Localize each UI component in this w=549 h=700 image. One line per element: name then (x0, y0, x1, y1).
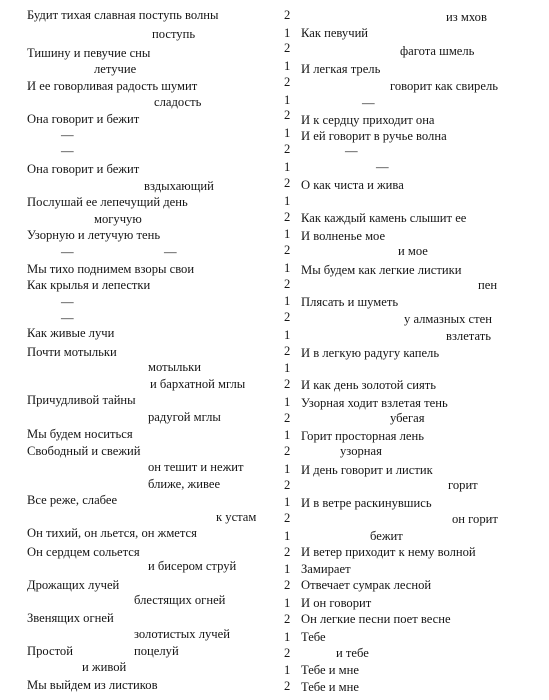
voice-marker: 1 (284, 194, 291, 208)
left-line: блестящих огней (134, 593, 226, 607)
voice-marker: 1 (284, 59, 291, 73)
voice-marker: 2 (284, 646, 291, 660)
left-line: И ее говорливая радость шумит (27, 79, 198, 93)
left-line: Дрожащих лучей (27, 578, 120, 592)
right-line: Отвечает сумрак лесной (301, 578, 432, 592)
right-line: у алмазных стен (404, 312, 492, 326)
voice-marker: 1 (284, 160, 291, 174)
right-line: убегая (390, 411, 425, 425)
right-line: узорная (340, 444, 382, 458)
left-line: золотистых лучей (134, 627, 230, 641)
right-line: и мое (398, 244, 428, 258)
right-line: он горит (452, 512, 498, 526)
right-line: И как день золотой сиять (301, 378, 436, 392)
voice-marker: 2 (284, 142, 291, 156)
left-line: поцелуй (134, 644, 179, 658)
right-line: взлетать (446, 329, 491, 343)
left-line: Мы тихо поднимем взоры свои (27, 262, 195, 276)
left-line: Он тихий, он льется, он жмется (27, 526, 197, 540)
right-line: Тебе (301, 630, 326, 644)
voice-marker: 2 (284, 377, 291, 391)
voice-marker: 1 (284, 529, 291, 543)
right-line: пен (478, 278, 498, 292)
right-line: И он говорит (301, 596, 372, 610)
left-line: Простой (27, 644, 73, 658)
left-line: Мы будем носиться (27, 427, 133, 441)
voice-marker: 2 (284, 310, 291, 324)
right-line: И ветер приходит к нему волной (301, 545, 476, 559)
voice-marker: 1 (284, 261, 291, 275)
left-line: Она говорит и бежит (27, 162, 140, 176)
right-line: Как каждый камень слышит ее (301, 211, 467, 225)
left-line: он тешит и нежит (148, 460, 244, 474)
voice-marker: 2 (284, 176, 291, 190)
voice-marker: 2 (284, 612, 291, 626)
left-line: Она говорит и бежит (27, 112, 140, 126)
right-line: И волненье мое (301, 229, 386, 243)
right-line: И ей говорит в ручье волна (301, 129, 447, 143)
right-line: И в ветре раскинувшись (301, 496, 432, 510)
right-line: и тебе (336, 646, 369, 660)
left-line: и живой (82, 660, 127, 674)
left-line: к устам (216, 510, 257, 524)
voice-marker: 2 (284, 344, 291, 358)
right-line: Замирает (301, 562, 351, 576)
right-line: — (362, 96, 375, 110)
right-line: говорит как свирель (390, 79, 498, 93)
left-line: и бархатной мглы (150, 377, 246, 391)
right-line: Горит просторная лень (301, 429, 424, 443)
right-line: бежит (370, 529, 403, 543)
right-line: — (345, 144, 358, 158)
left-line: радугой мглы (148, 410, 221, 424)
left-line: Свободный и свежий (27, 444, 141, 458)
left-line: Будит тихая славная поступь волны (27, 8, 219, 22)
voice-marker: 2 (284, 243, 291, 257)
right-line: И в легкую радугу капель (301, 346, 440, 360)
left-line: Как живые лучи (27, 326, 115, 340)
voice-marker: 2 (284, 679, 291, 693)
voice-marker: 2 (284, 444, 291, 458)
right-line: Мы будем как легкие листики (301, 263, 462, 277)
voice-marker: 1 (284, 328, 291, 342)
right-line: И к сердцу приходит она (301, 113, 435, 127)
voice-marker: 2 (284, 210, 291, 224)
voice-marker: 2 (284, 511, 291, 525)
right-line: Узорная ходит взлетая тень (301, 396, 448, 410)
left-line: — (164, 245, 177, 259)
left-line: Узорную и летучую тень (27, 228, 161, 242)
left-line: Звенящих огней (27, 611, 114, 625)
left-line: Почти мотыльки (27, 345, 117, 359)
voice-marker: 2 (284, 108, 291, 122)
voice-marker: 1 (284, 26, 291, 40)
left-line: мотыльки (148, 360, 201, 374)
voice-marker: 1 (284, 630, 291, 644)
voice-marker: 2 (284, 478, 291, 492)
right-line: Как певучий (301, 26, 369, 40)
voice-marker: 2 (284, 8, 291, 22)
left-line: — (61, 144, 74, 158)
voice-marker: 1 (284, 361, 291, 375)
voice-marker: 1 (284, 495, 291, 509)
voice-marker: 1 (284, 227, 291, 241)
voice-marker: 1 (284, 596, 291, 610)
left-line: ближе, живее (148, 477, 221, 491)
voice-marker: 2 (284, 277, 291, 291)
right-line: фагота шмель (400, 44, 475, 58)
voice-marker: 2 (284, 578, 291, 592)
voice-marker: 1 (284, 428, 291, 442)
right-line: Тебе и мне (301, 680, 359, 694)
voice-marker: 1 (284, 562, 291, 576)
right-line: О как чиста и жива (301, 178, 404, 192)
left-line: поступь (152, 27, 196, 41)
right-line: Плясать и шуметь (301, 295, 399, 309)
left-line: и бисером струй (148, 559, 237, 573)
right-line: И день говорит и листик (301, 463, 433, 477)
left-line: Послушай ее лепечущий день (27, 195, 188, 209)
left-line: сладость (154, 95, 202, 109)
right-line: И легкая трель (301, 62, 381, 76)
left-line: — (61, 245, 74, 259)
voice-marker: 1 (284, 294, 291, 308)
left-line: Как крылья и лепестки (27, 278, 151, 292)
left-line: Все реже, слабее (27, 493, 118, 507)
left-line: — (61, 295, 74, 309)
left-line: Причудливой тайны (27, 393, 136, 407)
right-line: из мхов (446, 10, 487, 24)
left-line: летучие (94, 62, 137, 76)
voice-marker: 1 (284, 462, 291, 476)
left-line: — (61, 128, 74, 142)
right-line: горит (448, 478, 478, 492)
voice-marker: 1 (284, 93, 291, 107)
left-line: Мы выйдем из листиков (27, 678, 158, 692)
right-line: — (376, 160, 389, 174)
voice-marker: 2 (284, 545, 291, 559)
left-line: вздыхающий (144, 179, 214, 193)
left-line: — (61, 311, 74, 325)
voice-marker: 1 (284, 126, 291, 140)
left-line: Тишину и певучие сны (27, 46, 151, 60)
left-line: могучую (94, 212, 142, 226)
voice-marker: 1 (284, 663, 291, 677)
voice-marker: 2 (284, 41, 291, 55)
voice-marker: 2 (284, 411, 291, 425)
voice-marker: 1 (284, 395, 291, 409)
right-line: Тебе и мне (301, 663, 359, 677)
left-line: Он сердцем сольется (27, 545, 140, 559)
right-line: Он легкие песни поет весне (301, 612, 451, 626)
voice-marker: 2 (284, 75, 291, 89)
